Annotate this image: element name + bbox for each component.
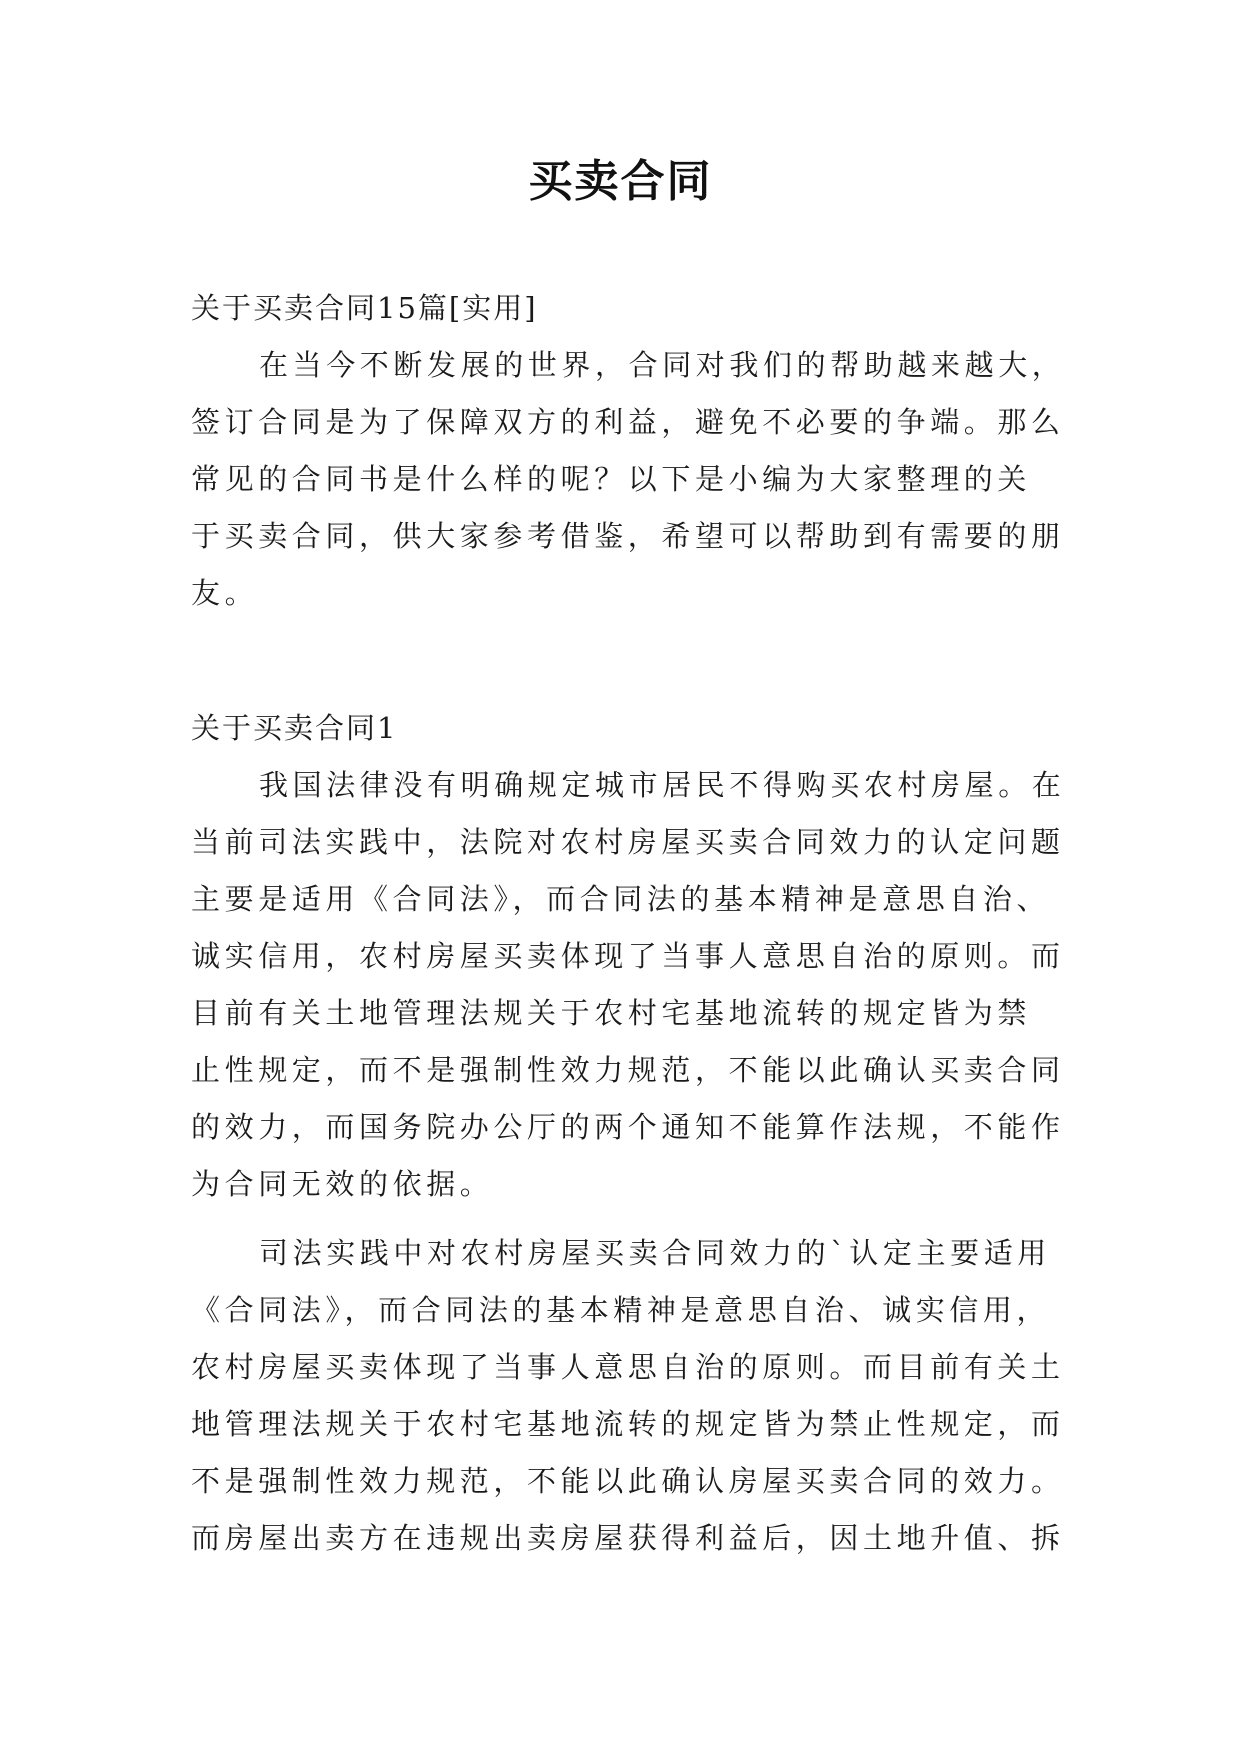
document-title: 买卖合同 <box>528 156 713 207</box>
paragraph-line: 于买卖合同，供大家参考借鉴，希望可以帮助到有需要的朋 <box>191 519 1065 553</box>
paragraph-line: 农村房屋买卖体现了当事人意思自治的原则。而目前有关土 <box>191 1350 1065 1384</box>
section1-paragraph-2 <box>191 1225 1071 1567</box>
paragraph-line: 常见的合同书是什么样的呢？以下是小编为大家整理的关 <box>191 462 1032 496</box>
paragraph-line: 司法实践中对农村房屋买卖合同效力的`认定主要适用 <box>259 1236 1051 1270</box>
section-heading: 关于买卖合同1 <box>191 711 398 745</box>
paragraph-line: 诚实信用，农村房屋买卖体现了当事人意思自治的原则。而 <box>191 939 1065 973</box>
paragraph-line: 《合同法》，而合同法的基本精神是意思自治、诚实信用， <box>191 1293 1051 1327</box>
intro-paragraph <box>191 337 1071 622</box>
paragraph-line: 地管理法规关于农村宅基地流转的规定皆为禁止性规定，而 <box>191 1407 1065 1441</box>
paragraph-line: 不是强制性效力规范，不能以此确认房屋买卖合同的效力。 <box>191 1464 1065 1498</box>
paragraph-line: 当前司法实践中，法院对农村房屋买卖合同效力的认定问题 <box>191 825 1065 859</box>
document-body <box>191 280 1071 1567</box>
paragraph-line: 友。 <box>191 576 259 610</box>
section1-paragraph-1 <box>191 757 1071 1213</box>
paragraph-line: 我国法律没有明确规定城市居民不得购买农村房屋。在 <box>259 768 1066 802</box>
paragraph-line: 签订合同是为了保障双方的利益，避免不必要的争端。那么 <box>191 405 1065 439</box>
paragraph-line: 为合同无效的依据。 <box>191 1167 494 1201</box>
paragraph-line: 止性规定，而不是强制性效力规范，不能以此确认买卖合同 <box>191 1053 1065 1087</box>
paragraph-line: 的效力，而国务院办公厅的两个通知不能算作法规，不能作 <box>191 1110 1065 1144</box>
paragraph-line: 而房屋出卖方在违规出卖房屋获得利益后，因土地升值、拆 <box>191 1521 1065 1555</box>
document-subtitle: 关于买卖合同15篇[实用] <box>191 291 538 325</box>
paragraph-line: 主要是适用《合同法》，而合同法的基本精神是意思自治、 <box>191 882 1051 916</box>
paragraph-line: 在当今不断发展的世界，合同对我们的帮助越来越大， <box>259 348 1066 382</box>
paragraph-line: 目前有关土地管理法规关于农村宅基地流转的规定皆为禁 <box>191 996 1032 1030</box>
